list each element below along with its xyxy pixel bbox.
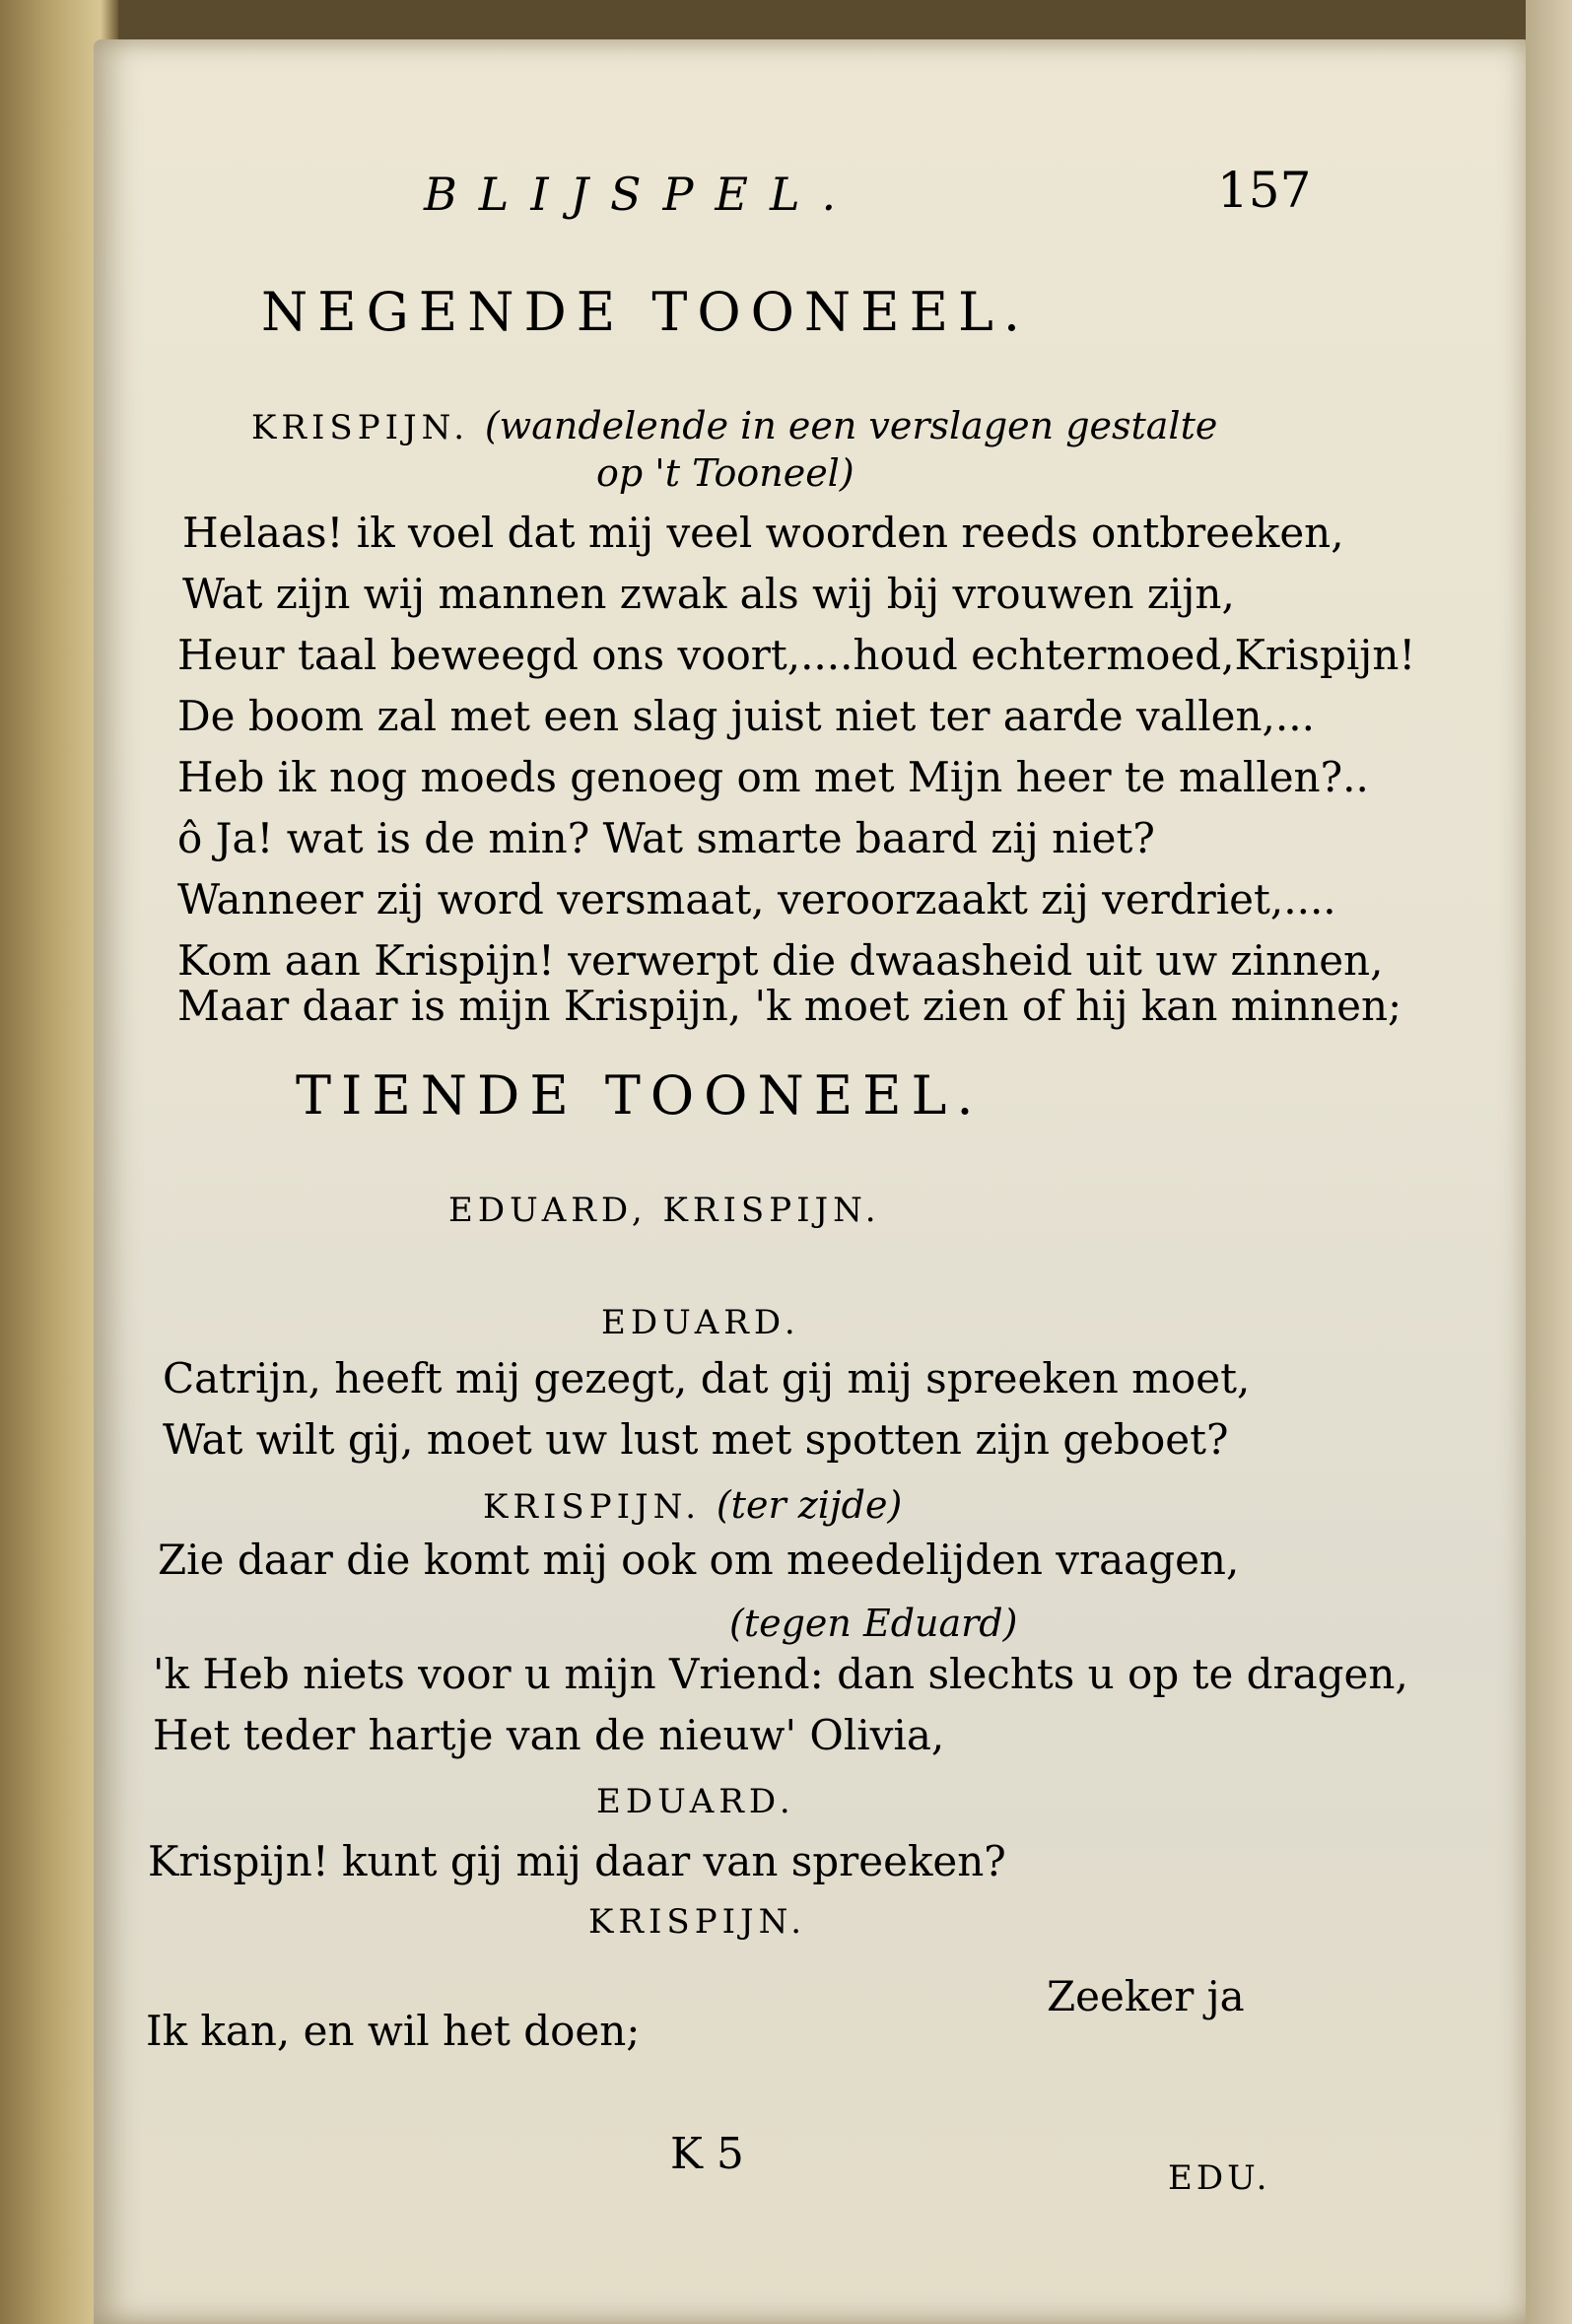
verse-line: Heur taal beweegd ons voort,....houd echtermoed,Krispijn! [177, 631, 1416, 679]
speaker-eduard-2: EDUARD. [596, 1782, 795, 1821]
verse-line: Het teder hartje van de nieuw' Olivia, [153, 1711, 945, 1759]
speaker-krispijn-2 [483, 1483, 902, 1527]
stage-direction-cont: op 't Tooneel) [596, 451, 854, 495]
scene-characters: EDUARD, KRISPIJN. [448, 1191, 881, 1230]
speaker-eduard: EDUARD. [601, 1303, 800, 1342]
speaker-name: KRISPIJN. [251, 408, 470, 447]
verse-line: Heb ik nog moeds genoeg om met Mijn heer te mallen?.. [177, 753, 1369, 801]
speaker-krispijn [251, 404, 1217, 447]
verse-line: Krispijn! kunt gij mij daar van spreeken? [148, 1837, 1006, 1885]
verse-line-half: Zeeker ja [1047, 1972, 1245, 2020]
verse-line: Catrijn, heeft mij gezegt, dat gij mij spreeken moet, [163, 1354, 1251, 1402]
verse-line: Ik kan, en wil het doen; [146, 2007, 641, 2055]
verse-line: Maar daar is mijn Krispijn, 'k moet zien of hij kan minnen; [177, 982, 1402, 1030]
running-head [286, 162, 1321, 237]
verse-line: Kom aan Krispijn! verwerpt die dwaasheid uit uw zinnen, [177, 936, 1384, 985]
signature-mark: K 5 [670, 2129, 744, 2179]
running-head-title: BLIJSPEL. [424, 168, 858, 221]
verse-line: Helaas! ik voel dat mij veel woorden reeds ontbreeken, [182, 509, 1344, 557]
book-page [94, 39, 1528, 2324]
verse-line: Wanneer zij word versmaat, veroorzaakt zij verdriet,.... [177, 875, 1336, 923]
verse-line: Zie daar die komt mij ook om meedelijden vraagen, [158, 1536, 1240, 1584]
verse-line: De boom zal met een slag juist niet ter aarde vallen,... [177, 692, 1315, 740]
page-number: 157 [1217, 162, 1312, 219]
verse-line: Wat zijn wij mannen zwak als wij bij vrouwen zijn, [182, 570, 1235, 618]
stage-direction-tegen: (tegen Eduard) [729, 1602, 1018, 1645]
verse-line: Wat wilt gij, moet uw lust met spotten zijn geboet? [163, 1415, 1229, 1464]
right-page-edge [1526, 0, 1572, 2324]
verse-line: 'k Heb niets voor u mijn Vriend: dan slechts u op te dragen, [153, 1650, 1408, 1698]
scene-title-9: NEGENDE TOONEEL. [261, 281, 1031, 343]
catchword: EDU. [1168, 2158, 1271, 2198]
speaker-name: KRISPIJN. [483, 1487, 702, 1527]
scene-title-10: TIENDE TOONEEL. [296, 1064, 984, 1127]
verse-line: ô Ja! wat is de min? Wat smarte baard zij niet? [177, 814, 1155, 862]
speaker-krispijn-3: KRISPIJN. [588, 1902, 807, 1942]
stage-direction: (wandelende in een verslagen gestalte [484, 404, 1218, 447]
stage-direction: (ter zijde) [716, 1483, 903, 1527]
